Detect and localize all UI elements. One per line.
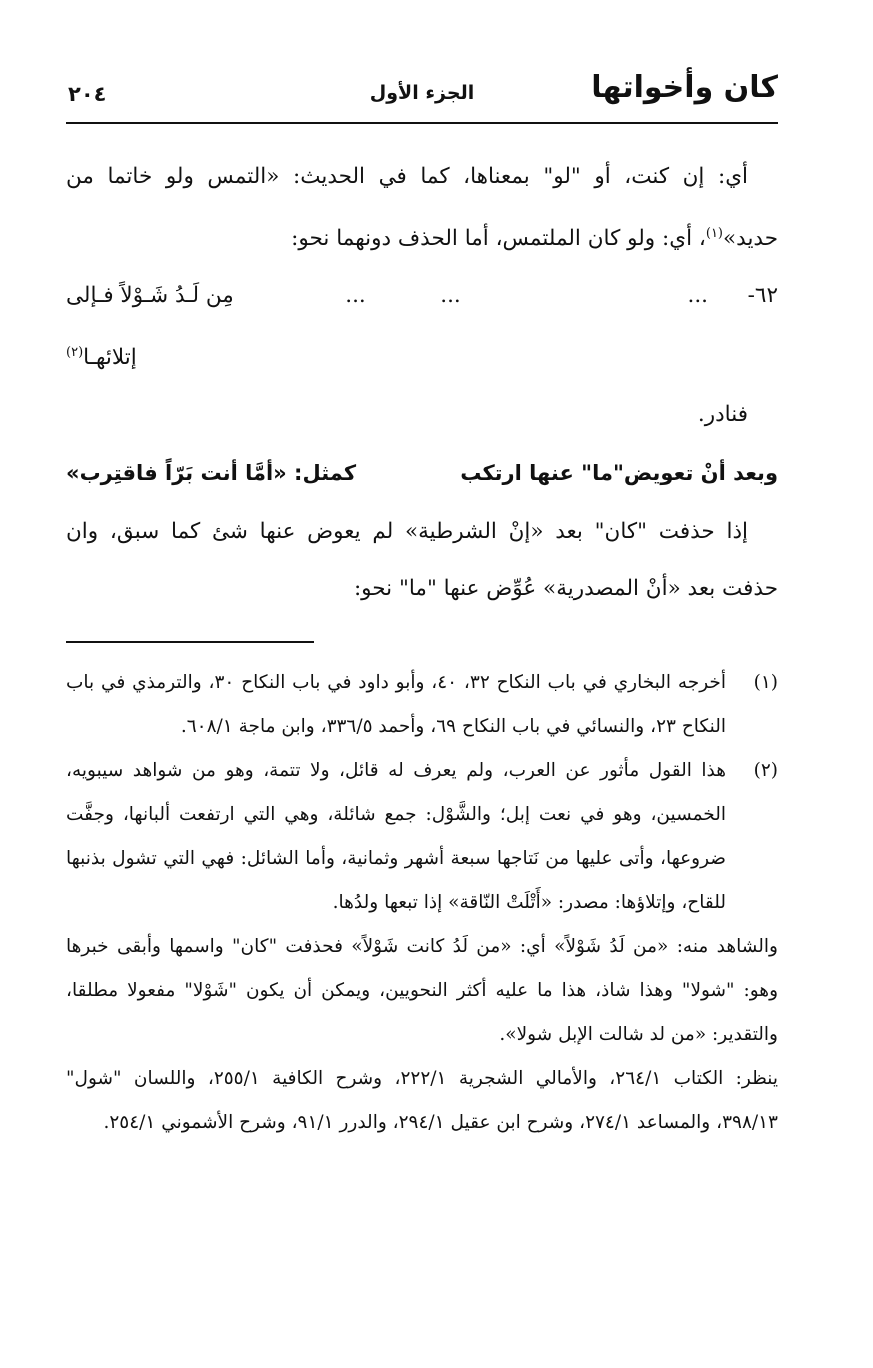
footnote-number: (١)	[753, 672, 778, 694]
footnote-ref-1: (١)	[705, 226, 723, 241]
footnote-2-witness: والشاهد منه: «من لَدُ شَوْلاً» أي: «من لَدُ كانت شَوْلاً» فحذفت "كان" واسمها وأبقى خبرها وهو: "شولا" وهذا شاذ، هذا ما عليه أكثر النحويين، ويمكن أن يكون "شَوْلا" مفعولا مطلقا، والتقدير: «من لد شالت الإبل شولا».	[66, 936, 778, 1046]
verse-number: ٦٢-	[747, 283, 778, 309]
part-label: الجزء الأول	[369, 82, 475, 104]
page-header	[66, 60, 778, 124]
footnote-divider	[66, 641, 314, 643]
paragraph-1	[66, 148, 778, 267]
verse-62	[66, 267, 778, 386]
footnote-text: أخرجه البخاري في باب النكاح ٣٢، ٤٠، وأبو داود في باب النكاح ٣٠، والترمذي في باب النكاح ٢٣، والنسائي في باب النكاح ٦٩، وأحمد ٣٣٦/٥، وابن ماجة ٦٠٨/١.	[66, 672, 726, 738]
verse-dots: ...	[440, 283, 461, 309]
footnotes	[66, 661, 778, 1145]
book-page	[66, 60, 778, 1145]
footnote-number: (٢)	[753, 760, 778, 782]
verse-first-half-dots: ...	[687, 283, 708, 309]
footnote-1	[66, 661, 778, 749]
footnote-2	[66, 749, 778, 925]
page-number: ٢٠٤	[68, 82, 107, 106]
main-text	[66, 148, 778, 617]
paragraph-3: إذا حذفت "كان" بعد «إنْ الشرطية» لم يعوض عنها شئ كما سبق، وان حذفت بعد «أنْ المصدرية» عُوِّض عنها "ما" نحو:	[66, 519, 778, 602]
alfiya-verse	[66, 443, 778, 503]
footnote-ref-2: (٢)	[66, 345, 84, 361]
footnote-2-references: ينظر: الكتاب ٢٦٤/١، والأمالي الشجرية ٢٢٢/١، وشرح الكافية ٢٥٥/١، واللسان "شول" ٣٩٨/١٣، والمساعد ٢٧٤/١، وشرح ابن عقيل ٢٩٤/١، والدرر ٩١/١، وشرح الأشموني ٢٥٤/١.	[66, 1068, 778, 1134]
verse-second-half-text: مِن لَـدُ شَـوْلاً فـإلى إتلائهـا	[66, 283, 234, 371]
paragraph-1-part-a: أي: إن كنت، أو "لو" بمعناها، كما في الحديث: «التمس ولو خاتما من حديد»	[66, 164, 778, 252]
alfiya-verse-first-half: وبعد أنْ تعويض"ما" عنها ارتكب	[460, 461, 778, 486]
verse-dots: ...	[345, 283, 366, 309]
verse-second-half	[66, 267, 308, 386]
paragraph-1-part-b: ، أي: ولو كان الملتمس، أما الحذف دونهما نحو:	[291, 226, 706, 252]
footnote-text: هذا القول مأثور عن العرب، ولم يعرف له قائل، ولا تتمة، وهو من شواهد سيبويه، الخمسين، وهو في نعت إبل؛ والشَّوْل: جمع شائلة، وهي التي ارتفعت ألبانها، وجفَّت ضروعها، وأتى عليها من نَتاجها سبعة أشهر وثمانية، وأما الشائل: فهي التي تشول بذنبها للقاح، وإتلاؤها: مصدر: «أَتْلَتْ النّاقة» إذا تبعها ولدُها.	[66, 760, 726, 914]
alfiya-verse-second-half: كمثل: «أمَّا أنت بَرّاً فاقتِرب»	[66, 461, 357, 486]
running-title: كان وأخواتها	[591, 70, 778, 105]
paragraph-2: فنادر.	[697, 402, 748, 428]
